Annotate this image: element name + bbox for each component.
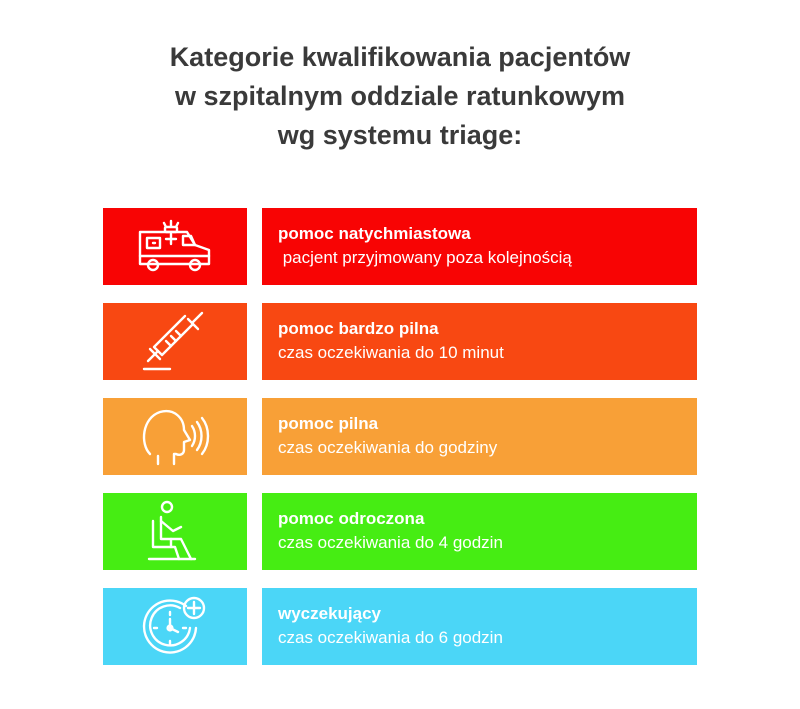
category-icon-box [103, 208, 247, 285]
category-text-box [262, 208, 697, 285]
category-label: pomoc bardzo pilna [278, 319, 439, 338]
page-title [0, 38, 800, 155]
category-label: pomoc pilna [278, 414, 379, 433]
title-line-2: w szpitalnym oddziale ratunkowym [174, 81, 626, 111]
triage-category-very-urgent [103, 303, 697, 380]
title-line-1: Kategorie kwalifikowania pacjentów [169, 42, 631, 72]
category-icon-box [103, 303, 247, 380]
triage-category-deferred [103, 493, 697, 570]
seated-person-icon [145, 499, 205, 565]
category-text-box [262, 493, 697, 570]
clock-medical-icon [140, 594, 210, 660]
triage-category-waiting [103, 588, 697, 665]
ambulance-icon [135, 217, 215, 277]
category-text-box [262, 398, 697, 475]
category-description: czas oczekiwania do 4 godzin [278, 533, 503, 552]
syringe-icon [140, 309, 210, 375]
speaking-head-icon [138, 404, 212, 470]
category-icon-box [103, 588, 247, 665]
category-label: pomoc natychmiastowa [278, 224, 471, 243]
category-icon-box [103, 493, 247, 570]
category-icon-box [103, 398, 247, 475]
category-text-box [262, 588, 697, 665]
category-description: pacjent przyjmowany poza kolejnością [278, 248, 572, 267]
category-label: pomoc odroczona [278, 509, 425, 528]
triage-category-urgent [103, 398, 697, 475]
category-description: czas oczekiwania do 10 minut [278, 343, 504, 362]
category-label: wyczekujący [278, 604, 382, 623]
category-description: czas oczekiwania do 6 godzin [278, 628, 503, 647]
triage-category-immediate [103, 208, 697, 285]
category-description: czas oczekiwania do godziny [278, 438, 498, 457]
category-text-box [262, 303, 697, 380]
title-line-3: wg systemu triage: [277, 120, 523, 150]
